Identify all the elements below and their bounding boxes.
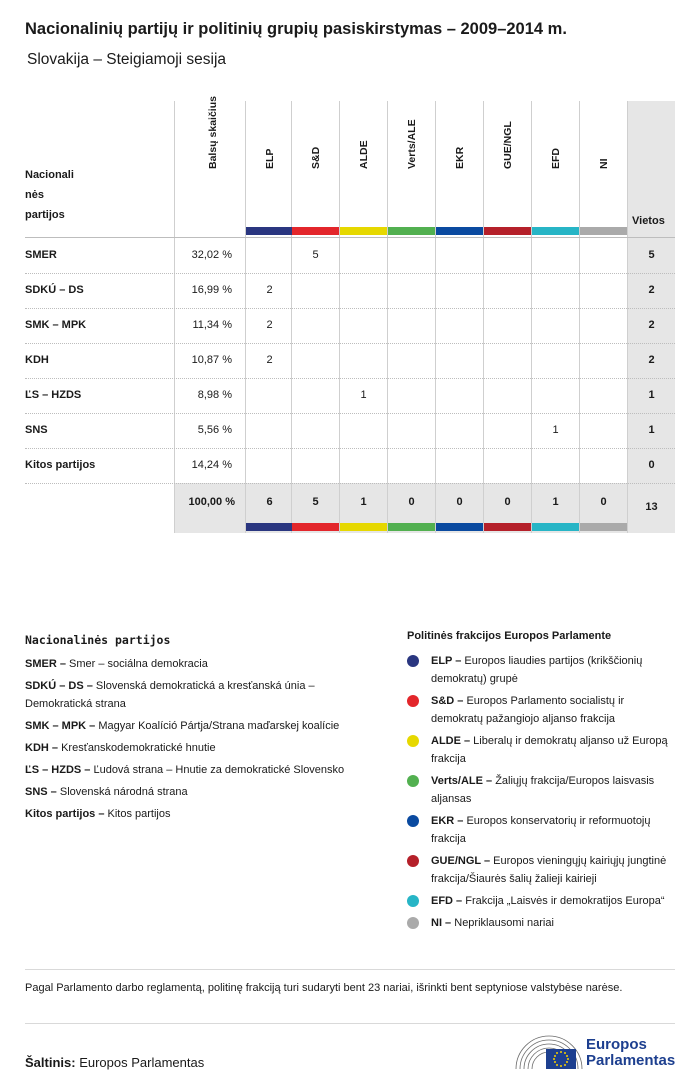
legend-abbr: SDKÚ – DS – [25,680,93,692]
col-divider [483,101,484,533]
col-divider [531,101,532,533]
group-color-bar [484,227,531,235]
legend-abbr: SNS – [25,786,57,798]
group-color-bar [532,523,579,531]
political-groups-legend [407,630,677,936]
group-header: EKR [454,146,466,169]
legend-abbr: S&D – [431,695,464,707]
group-color-dot [407,735,419,747]
group-color-bar [292,227,339,235]
vote-share: 8,98 % [197,389,232,401]
total-cell: 0 [456,496,463,508]
page-subtitle: Slovakija – Steigiamoji sesija [27,51,227,68]
legend-desc: Frakcija „Laisvės ir demokratijos Europa“ [462,895,665,907]
legend-abbr: KDH – [25,742,59,754]
row-divider [25,308,675,309]
source-label: Šaltinis: [25,1055,76,1070]
source-value: Europos Parlamentas [75,1055,205,1070]
seat-total-cell: 2 [648,284,655,296]
party-legend-item [25,655,375,673]
group-header: Verts/ALE [406,119,418,169]
group-color-bar [580,523,627,531]
group-color-bar [532,227,579,235]
group-color-bar [580,227,627,235]
col-divider [579,101,580,533]
seat-cell: 2 [266,354,273,366]
total-cell: 6 [266,496,273,508]
legend-abbr: NI – [431,917,452,929]
legend-desc: Kresťanskodemokratické hnutie [58,742,216,754]
legend-abbr: SMK – MPK – [25,720,96,732]
votes-column-header: Balsų skaičius [207,96,219,169]
total-seats: 13 [645,501,658,513]
party-name: SMER [25,249,57,261]
national-parties-heading: Nacionalinės partijos [25,633,171,647]
party-name: SDKÚ – DS [25,284,84,296]
group-header: S&D [310,146,322,169]
legend-desc: Europos vieningųjų kairiųjų jungtinė frakcija/Šiaurės šalių žalieji kairieji [431,855,667,885]
vote-share: 5,56 % [197,424,232,436]
legend-abbr: Verts/ALE – [431,775,493,787]
group-color-dot [407,775,419,787]
vote-share: 16,99 % [191,284,232,296]
legend-desc: Liberalų ir demokratų aljanso už Europą frakcija [431,735,668,765]
legend-desc: Europos liaudies partijos (krikščionių demokratų) grupė [431,655,643,685]
legend-abbr: EKR – [431,815,464,827]
vote-share: 32,02 % [191,249,232,261]
group-legend-item [407,812,677,848]
legend-abbr: EFD – [431,895,463,907]
legend-abbr: SMER – [25,658,66,670]
legend-desc: Nepriklausomi nariai [451,917,554,929]
ep-logo [514,1033,679,1073]
col-divider [339,101,340,533]
party-legend-item [25,677,375,713]
party-legend-item [25,761,375,779]
legend-desc: Slovenská demokratická a kresťanská únia – Demokratická strana [25,680,315,710]
legend-desc: Smer – sociálna demokracia [65,658,208,670]
total-cell: 1 [552,496,559,508]
group-color-bar [292,523,339,531]
seat-total-cell: 1 [648,424,655,436]
col-divider [291,101,292,533]
party-name: SNS [25,424,48,436]
group-color-dot [407,855,419,867]
page-title: Nacionalinių partijų ir politinių grupių pasiskirstymas – 2009–2014 m. [25,20,567,38]
group-legend-item [407,652,677,688]
legend-desc: Žaliųjų frakcija/Europos laisvasis aljansas [431,775,655,805]
group-header: NI [598,158,610,169]
header-rule [25,237,675,238]
vote-share: 14,24 % [191,459,232,471]
national-parties-legend [25,633,375,827]
legend-desc: Ľudová strana – Hnutie za demokratické Slovensko [90,764,345,776]
col-divider [387,101,388,533]
group-color-bar [436,227,483,235]
group-color-dot [407,695,419,707]
group-color-bar [340,523,387,531]
group-legend-item [407,914,677,932]
col-divider [174,101,175,533]
seat-cell: 5 [312,249,319,261]
legend-abbr: Kitos partijos – [25,808,105,820]
political-groups-heading: Politinės frakcijos Europos Parlamente [407,630,612,642]
total-cell: 5 [312,496,319,508]
seat-cell: 1 [552,424,559,436]
legend-abbr: ALDE – [431,735,471,747]
group-legend-item [407,852,677,888]
group-color-bar [246,227,293,235]
vote-share: 11,34 % [192,319,232,331]
seat-total-cell: 2 [648,319,655,331]
source-line [25,1055,204,1070]
party-name: Kitos partijos [25,459,96,471]
legend-desc: Europos Parlamento socialistų ir demokratų pažangiojo aljanso frakcija [431,695,625,725]
party-name: SMK – MPK [25,319,87,331]
row-divider [25,448,675,449]
footnote: Pagal Parlamento darbo reglamentą, politinę frakciją turi sudaryti bent 23 nariai, išrinkti bent septyniose valstybėse narėse. [25,982,623,994]
seat-distribution-table [25,96,675,533]
vote-share: 10,87 % [191,354,232,366]
seat-cell: 2 [266,319,273,331]
group-color-dot [407,917,419,929]
party-name: KDH [25,354,49,366]
legend-desc: Slovenská národná strana [56,786,188,798]
legend-desc: Magyar Koalíció Pártja/Strana maďarskej koalície [95,720,340,732]
total-vote-share: 100,00 % [188,496,235,508]
group-color-dot [407,655,419,667]
col-divider [245,101,246,533]
row-divider [25,343,675,344]
seats-column-header: Vietos [632,215,665,227]
row-divider [25,483,675,484]
divider-top [25,969,675,970]
group-color-bar [388,227,435,235]
row-divider [25,273,675,274]
group-legend-item [407,772,677,808]
group-color-bar [246,523,293,531]
total-cell: 0 [600,496,607,508]
ep-hemicycle-icon [514,1033,584,1073]
seat-total-cell: 5 [648,249,655,261]
col-divider [435,101,436,533]
group-header: EFD [550,148,562,169]
seat-total-cell: 0 [648,459,655,471]
group-color-dot [407,895,419,907]
party-name: ĽS – HZDS [25,389,82,401]
total-cell: 1 [360,496,367,508]
group-color-dot [407,815,419,827]
group-legend-item [407,692,677,728]
legend-abbr: GUE/NGL – [431,855,491,867]
total-cell: 0 [408,496,415,508]
group-legend-item [407,732,677,768]
divider-bottom [25,1023,675,1024]
legend-desc: Kitos partijos [104,808,171,820]
total-cell: 0 [504,496,511,508]
group-color-bar [436,523,483,531]
group-color-bar [388,523,435,531]
group-header: GUE/NGL [502,121,514,169]
seat-total-cell: 1 [648,389,655,401]
party-legend-item [25,805,375,823]
party-legend-item [25,739,375,757]
group-color-bar [484,523,531,531]
seat-cell: 2 [266,284,273,296]
seat-cell: 1 [360,389,367,401]
row-divider [25,378,675,379]
group-header: ELP [264,148,276,169]
party-legend-item [25,783,375,801]
group-color-bar [340,227,387,235]
row-divider [25,413,675,414]
group-header: ALDE [358,140,370,169]
party-legend-item [25,717,375,735]
legend-abbr: ELP – [431,655,462,667]
legend-desc: Europos konservatorių ir reformuotojų frakcija [431,815,651,845]
party-column-header: Nacionali nės partijos [25,169,74,221]
ep-logo-text: Europos Parlamentas [586,1036,676,1069]
group-legend-item [407,892,677,910]
legend-abbr: ĽS – HZDS – [25,764,91,776]
seat-total-cell: 2 [648,354,655,366]
